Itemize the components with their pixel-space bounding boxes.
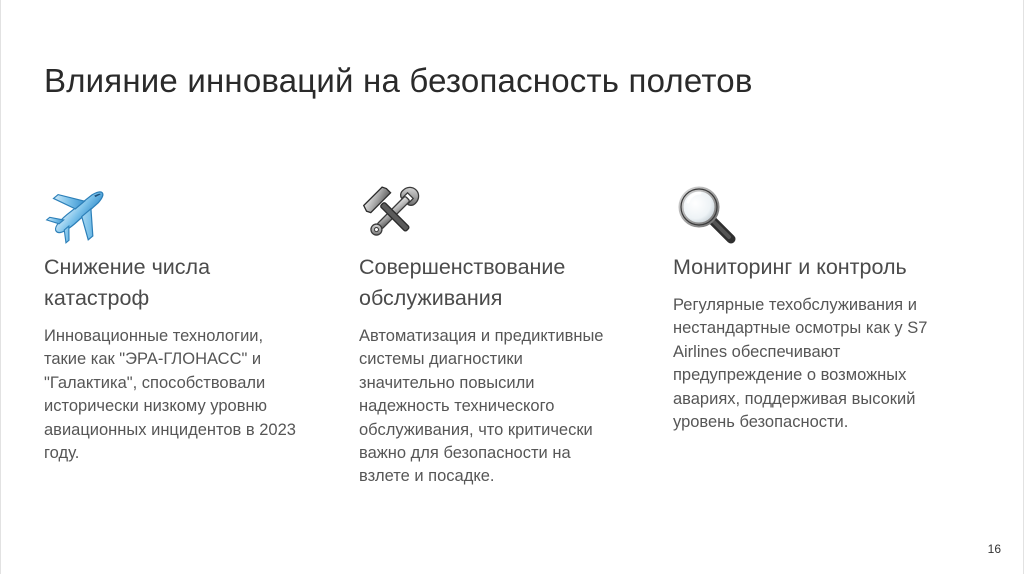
column-crash-reduction — [44, 182, 324, 465]
hammer-and-wrench-icon — [359, 182, 425, 246]
column-heading: Совершенствование обслуживания — [359, 255, 566, 310]
column-text: Автоматизация и предиктивные системы диагностики значительно повысили надежность технического обслуживания, что критически важно для безопасности на взлете и посадке. — [359, 327, 604, 486]
slide-title: Влияние инноваций на безопасность полетов — [44, 62, 753, 99]
page-number: 16 — [987, 542, 1001, 556]
magnifying-glass-icon — [673, 182, 739, 246]
column-monitoring — [673, 182, 953, 434]
airplane-icon — [44, 182, 110, 246]
column-maintenance — [359, 182, 639, 489]
column-heading: Снижение числа катастроф — [44, 255, 211, 310]
column-heading: Мониторинг и контроль — [673, 255, 907, 279]
column-text: Инновационные технологии, такие как "ЭРА-ГЛОНАСС" и "Галактика", способствовали исторически низкому уровню авиационных инцидентов в 2023 году. — [44, 327, 296, 463]
column-text: Регулярные техобслуживания и нестандартные осмотры как у S7 Airlines обеспечивают предупреждение о возможных авариях, поддерживая высокий уровень безопасности. — [673, 296, 928, 432]
